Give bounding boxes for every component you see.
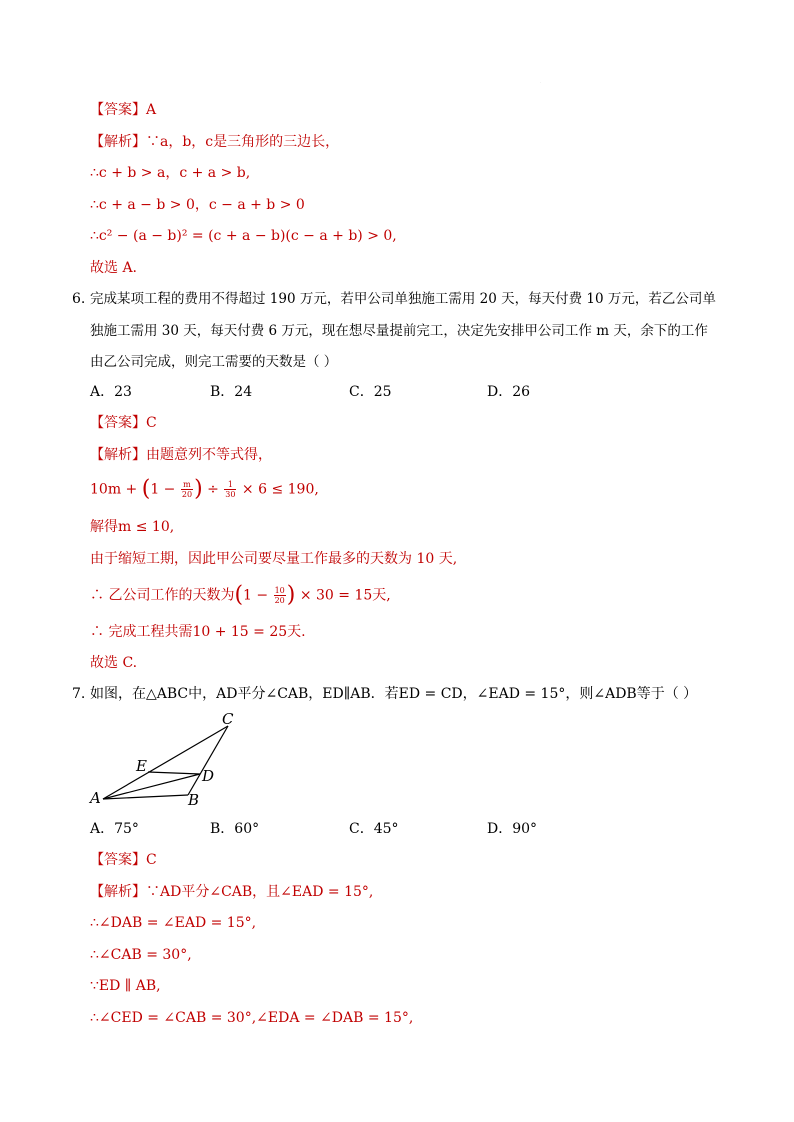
q7-option-c: C．45° bbox=[349, 821, 399, 837]
q6-analysis-line-6: ∴ 完成工程共需10 + 15 = 25天. bbox=[90, 624, 306, 640]
q5-answer: 【答案】A bbox=[90, 102, 157, 118]
q6-stem-line-2: 独施工需用 30 天，每天付费 6 万元，现在想尽量提前完工，决定先安排甲公司工作 m 天，余下的工作 bbox=[90, 323, 708, 339]
q6-number: 6. bbox=[72, 291, 86, 307]
q7-number: 7. bbox=[72, 686, 86, 702]
q7-option-a: A．75° bbox=[90, 821, 139, 837]
corner-mark: . bbox=[540, 79, 542, 84]
q6-stem-line-1: 完成某项工程的费用不得超过 190 万元，若甲公司单独施工需用 20 天，每天付费 10 万元，若乙公司单 bbox=[90, 291, 716, 307]
label-b: B bbox=[188, 791, 200, 809]
q7-analysis-line-3: ∴∠CAB = 30°, bbox=[90, 947, 192, 963]
q6-analysis-line-5: ∴ 乙公司工作的天数为(1 − $\frac{10}{20}$ ) × 30 = 15天, bbox=[90, 582, 391, 608]
segment-ac bbox=[103, 726, 228, 799]
fraction-m-over-20: $\frac{m}{20}$ bbox=[181, 480, 193, 499]
q6-stem-line-3: 由乙公司完成，则完工需要的天数是（ ） bbox=[90, 354, 338, 370]
q7-option-d: D．90° bbox=[487, 821, 538, 837]
label-a: A bbox=[90, 789, 101, 807]
q7-stem: 如图，在△ABC中，AD平分∠CAB，ED∥AB．若ED = CD，∠EAD = 15°，则∠ADB等于（ ） bbox=[90, 686, 698, 702]
q6-option-c: C．25 bbox=[349, 384, 392, 400]
label-e: E bbox=[136, 757, 147, 775]
q5-analysis-line-5: 故选 A. bbox=[90, 260, 138, 276]
label-c: C bbox=[222, 710, 234, 728]
q7-analysis-line-4: ∵ED ∥ AB, bbox=[90, 978, 161, 994]
q6-answer: 【答案】C bbox=[90, 415, 157, 431]
q7-analysis-line-1: 【解析】∵AD平分∠CAB，且∠EAD = 15°, bbox=[90, 884, 374, 900]
q7-analysis-line-5: ∴∠CED = ∠CAB = 30°,∠EDA = ∠DAB = 15°, bbox=[90, 1010, 414, 1026]
q7-answer: 【答案】C bbox=[90, 852, 157, 868]
q7-triangle-figure bbox=[88, 709, 258, 809]
q6-inequality: 10m + (1 − $\frac{m}{20}$ ) ÷ $\frac{1}{30}$ × 6 ≤ 190, bbox=[90, 476, 319, 502]
q6-option-d: D．26 bbox=[487, 384, 531, 400]
label-d: D bbox=[202, 767, 215, 785]
segment-ed bbox=[148, 772, 200, 774]
q6-analysis-line-4: 由于缩短工期，因此甲公司要尽量工作最多的天数为 10 天, bbox=[90, 551, 458, 567]
q7-analysis-line-2: ∴∠DAB = ∠EAD = 15°, bbox=[90, 915, 257, 931]
q5-analysis-line-3: ∴c + a − b > 0，c − a + b > 0 bbox=[90, 197, 305, 213]
q6-analysis-line-7: 故选 C. bbox=[90, 655, 138, 671]
q6-analysis-line-3: 解得m ≤ 10, bbox=[90, 519, 175, 535]
fraction-1-over-30: $\frac{1}{30}$ bbox=[225, 480, 236, 499]
q5-analysis-line-1: 【解析】∵a，b，c是三角形的三边长， bbox=[90, 134, 340, 150]
q7-option-b: B．60° bbox=[210, 821, 260, 837]
q6-analysis-line-1: 【解析】由题意列不等式得， bbox=[90, 447, 272, 463]
q5-analysis-line-4: ∴c² − (a − b)² = (c + a − b)(c − a + b) > 0, bbox=[90, 228, 397, 244]
q5-analysis-line-2: ∴c + b > a，c + a > b, bbox=[90, 165, 251, 181]
q6-option-a: A．23 bbox=[90, 384, 132, 400]
q6-option-b: B．24 bbox=[210, 384, 253, 400]
fraction-10-over-20: $\frac{10}{20}$ bbox=[274, 586, 285, 605]
